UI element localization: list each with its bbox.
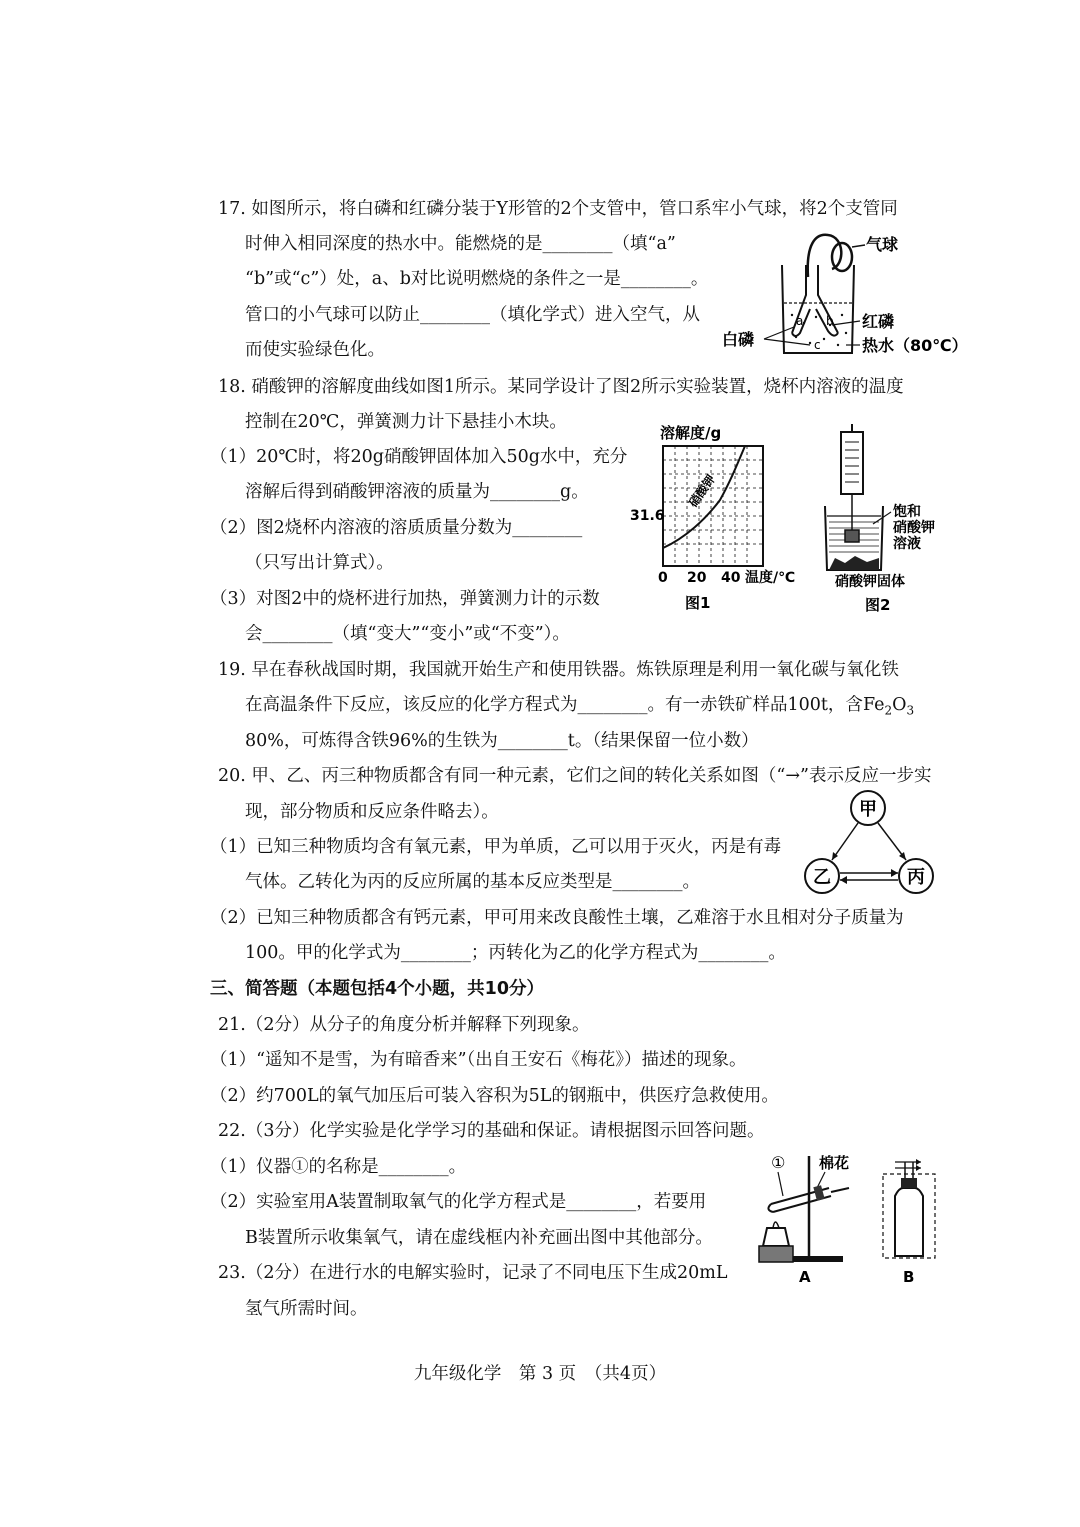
node-bing-label: 丙 [907,867,925,888]
section-3-heading: 三、简答题（本题包括4个小题，共10分） [210,979,545,999]
q20-line3: （1）已知三种物质均含有氧元素，甲为单质，乙可以用于灭火，丙是有毒 [210,837,782,857]
fig1-ylabel: 溶解度/g [660,424,722,442]
fig1-xlabel: 温度/℃ [745,570,796,586]
q20-line4: 气体。乙转化为丙的反应所属的基本反应类型是________。 [245,872,700,892]
q20-line5: （2）已知三种物质都含有钙元素，甲可用来改良酸性土壤，乙难溶于水且相对分子质量为 [210,908,904,928]
q23-line2: 氢气所需时间。 [245,1299,368,1319]
q20-conversion-diagram [798,788,943,898]
q17-line4: 管口的小气球可以防止________（填化学式）进入空气，从 [245,305,700,325]
q17-line1: 17. 如图所示，将白磷和红磷分装于Y形管的2个支管中，管口系牢小气球，将2个支管同 [218,199,898,219]
q19-formula-fe2o3: $Fe_2O_3$ [862,695,915,718]
q20-line2: 现，部分物质和反应条件略去）。 [245,802,499,822]
q18-line8: 会________（填“变大”“变小”或“不变”）。 [245,624,570,644]
q22-line4: B装置所示收集氧气，请在虚线框内补充画出图中其他部分。 [245,1228,713,1248]
fig2-label-saturated-1: 饱和 [893,504,921,520]
q17-line5: 而使实验绿色化。 [245,340,385,360]
fig1-caption: 图1 [685,594,711,612]
fig1-x-tick-20: 20 [687,570,707,586]
fig2-label-solid: 硝酸钾固体 [835,574,905,590]
q20-line6: 100。甲的化学式为________；丙转化为乙的化学方程式为________。 [245,943,786,963]
q22-label-cotton: 棉花 [819,1154,850,1172]
q18-line5: （2）图2烧杯内溶液的溶质质量分数为________ [210,518,583,538]
q17-label-balloon: 气球 [866,235,899,254]
q17-y-tube-figure [720,225,968,360]
q22-line3: （2）实验室用A装置制取氧气的化学方程式是________，若要用 [210,1192,707,1212]
q22-line1: 22.（3分）化学实验是化学学习的基础和保证。请根据图示回答问题。 [218,1121,765,1141]
q19-line1: 19. 早在春秋战国时期，我国就开始生产和使用铁器。炼铁原理是利用一氧化碳与氧化铁 [218,660,899,680]
q18-figure1-solubility-chart [625,420,815,620]
q19-line3: 80%，可炼得含铁96%的生铁为________t。（结果保留一位小数） [245,731,759,751]
fig1-curve-label: 硝酸钾 [685,472,719,510]
fig1-x-tick-0: 0 [658,570,668,586]
node-jia-label: 甲 [859,799,877,820]
q18-figure2-apparatus [815,420,955,620]
q17-label-white-phosphorus: 白磷 [722,330,755,349]
q18-line3: （1）20℃时，将20g硝酸钾固体加入50g水中，充分 [210,447,628,467]
fig1-x-tick-40: 40 [721,570,741,586]
q17-label-hot-water: 热水（80℃） [862,336,968,355]
q17-label-a: a [796,314,804,328]
fig2-label-saturated-3: 溶液 [893,536,921,552]
fig2-label-saturated-2: 硝酸钾 [893,520,935,536]
q17-line2: 时伸入相同深度的热水中。能燃烧的是________（填“a” [245,234,676,254]
q19-line2-text: 在高温条件下反应，该反应的化学方程式为________。有一赤铁矿样品100t，含 [245,695,863,715]
q17-label-red-phosphorus: 红磷 [862,312,895,331]
q18-line6: （只写出计算式）。 [245,553,394,573]
q21-line2: （1）“遥知不是雪，为有暗香来”（出自王安石《梅花》）描述的现象。 [210,1050,747,1070]
q22-apparatus-figure [745,1148,945,1288]
q22-label-A: A [799,1268,811,1286]
q17-line3: “b”或“c”）处，a、b对比说明燃烧的条件之一是________。 [245,269,709,289]
q22-label-instrument-1: ① [771,1153,786,1172]
q19-line2 [245,693,914,723]
q22-line2: （1）仪器①的名称是________。 [210,1157,467,1177]
q21-line3: （2）约700L的氧气加压后可装入容积为5L的钢瓶中，供医疗急救使用。 [210,1086,779,1106]
q20-line1: 20. 甲、乙、丙三种物质都含有同一种元素，它们之间的转化关系如图（“→”表示反应一步实 [218,766,932,786]
q21-line1: 21.（2分）从分子的角度分析并解释下列现象。 [218,1015,590,1035]
q23-line1: 23.（2分）在进行水的电解实验时，记录了不同电压下生成20mL [218,1263,728,1283]
q18-line2: 控制在20℃，弹簧测力计下悬挂小木块。 [245,412,567,432]
node-yi-label: 乙 [813,867,831,888]
q17-label-c: c [814,338,821,352]
q18-line7: （3）对图2中的烧杯进行加热，弹簧测力计的示数 [210,589,600,609]
q17-label-b: b [826,314,834,328]
q22-label-B: B [903,1268,915,1286]
page-footer: 九年级化学 第 3 页 （共4页） [413,1364,667,1384]
fig2-caption: 图2 [865,596,891,614]
q18-line4: 溶解后得到硝酸钾溶液的质量为________g。 [245,482,589,502]
fig1-y-tick-31-6: 31.6 [630,508,665,524]
q18-line1: 18. 硝酸钾的溶解度曲线如图1所示。某同学设计了图2所示实验装置，烧杯内溶液的温度 [218,377,904,397]
